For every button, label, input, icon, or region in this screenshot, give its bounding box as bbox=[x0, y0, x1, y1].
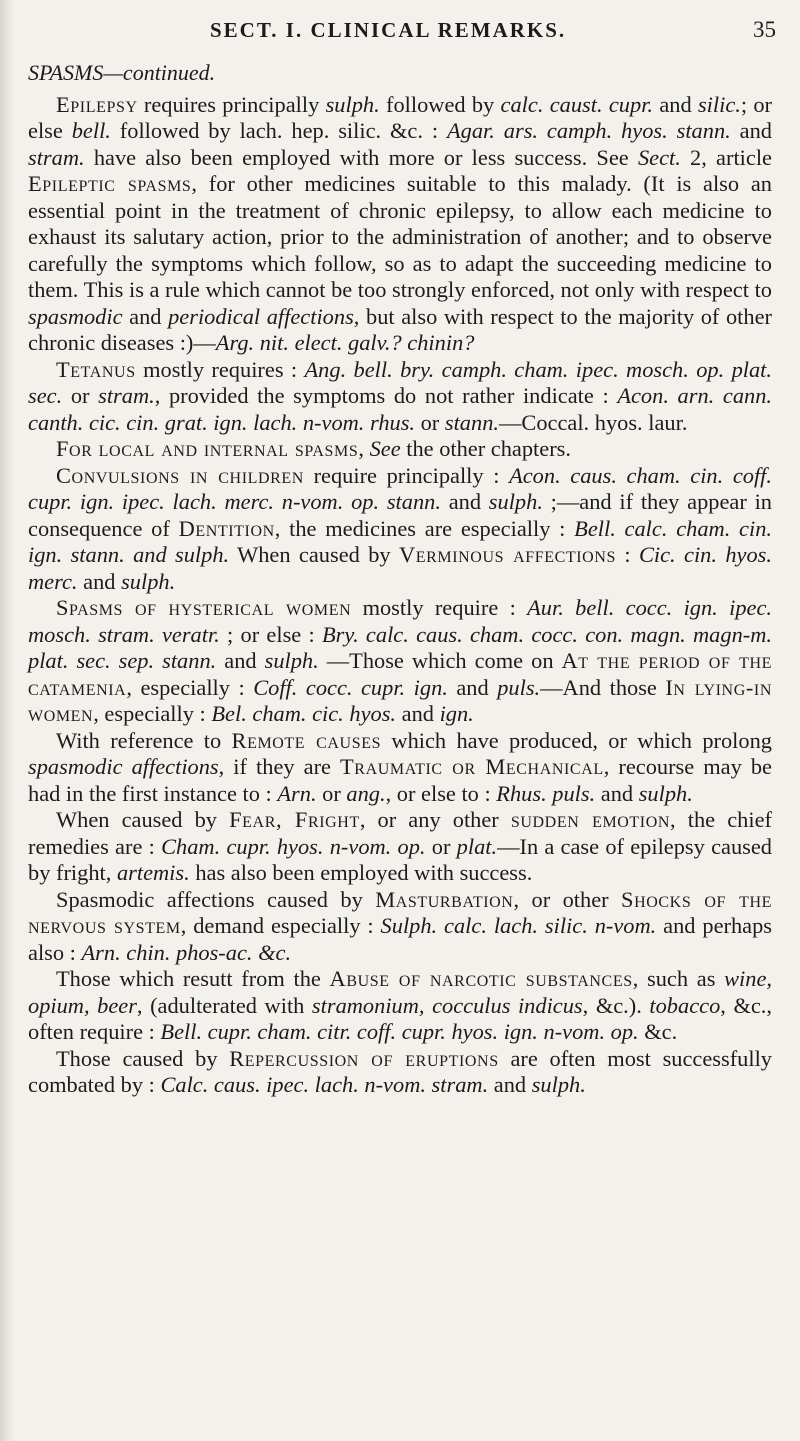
small-caps-term: Masturbation bbox=[375, 886, 514, 912]
remedy-abbrev: Arn. chin. phos-ac. &c. bbox=[81, 939, 292, 965]
text-run: , (adulterated with bbox=[136, 992, 312, 1018]
text-run: , if they are bbox=[218, 754, 341, 779]
text-run: , &c., often require : bbox=[28, 992, 772, 1044]
text-run: require principally : bbox=[303, 462, 510, 488]
text-run: , demand especially : bbox=[180, 913, 381, 938]
remedy-abbrev: Calc. caus. ipec. lach. n-vom. stram. bbox=[160, 1072, 489, 1097]
text-run: and bbox=[595, 780, 639, 806]
remedy-abbrev: See bbox=[369, 436, 401, 461]
small-caps-term: In lying-in women bbox=[28, 674, 772, 726]
text-run: or bbox=[62, 383, 99, 408]
text-run: and bbox=[122, 303, 169, 329]
paragraph-tetanus bbox=[28, 357, 772, 437]
remedy-abbrev: ang. bbox=[346, 780, 386, 806]
remedy-abbrev: Cham. cupr. hyos. n-vom. op. bbox=[161, 833, 426, 859]
remedy-abbrev: sulph. bbox=[531, 1072, 586, 1097]
small-caps-term: Tetanus bbox=[56, 356, 136, 382]
paragraph-epilepsy bbox=[28, 92, 772, 357]
text-run: Those caused by bbox=[56, 1045, 230, 1071]
text-run: which have produced, or which prolong bbox=[381, 727, 772, 753]
page-binding-shadow bbox=[0, 0, 14, 1441]
text-run: , or other bbox=[513, 886, 622, 912]
text-run: —Coccal. hyos. laur. bbox=[499, 409, 688, 435]
text-run: , but also with respect to the majority of other chronic diseases :)— bbox=[28, 303, 772, 355]
text-run: followed by bbox=[379, 91, 501, 117]
remedy-abbrev: spasmodic affections bbox=[28, 754, 219, 779]
text-run: or bbox=[415, 409, 445, 435]
remedy-abbrev: periodical affections bbox=[168, 303, 354, 329]
paragraph-remote-causes bbox=[28, 728, 772, 808]
small-caps-term: Fear, Fright bbox=[229, 807, 360, 832]
text-run: , the chief remedies are : bbox=[28, 807, 772, 859]
text-run: , &c.). bbox=[582, 992, 650, 1018]
remedy-abbrev: Bell. cupr. cham. citr. coff. cupr. hyos. ign. n-vom. op. bbox=[160, 1019, 639, 1044]
text-run: , or else to : bbox=[385, 780, 497, 806]
text-run: With reference to bbox=[56, 727, 232, 753]
remedy-abbrev: stram. bbox=[98, 383, 155, 408]
text-run: and bbox=[653, 91, 698, 117]
text-run: —And those bbox=[540, 674, 666, 700]
small-caps-term: Abuse of narcotic substances bbox=[329, 966, 633, 991]
text-run: and perhaps also : bbox=[28, 913, 773, 965]
remedy-abbrev: Acon. arn. cann. canth. cic. cin. grat. ign. lach. n-vom. rhus. bbox=[28, 383, 772, 435]
remedy-abbrev: puls. bbox=[497, 674, 541, 700]
paragraph-convulsions-children bbox=[28, 463, 772, 596]
page-number: 35 bbox=[753, 17, 776, 42]
text-run: and bbox=[488, 1072, 532, 1097]
text-run: When caused by bbox=[56, 807, 230, 832]
paragraph-hysterical-spasms bbox=[28, 595, 772, 728]
page-header bbox=[210, 10, 776, 50]
text-run: Those which resutt from the bbox=[56, 966, 330, 991]
small-caps-term: Epileptic spasms bbox=[28, 171, 192, 196]
text-run: the other chapters. bbox=[400, 436, 571, 461]
paragraph-repercussion bbox=[28, 1046, 772, 1099]
text-run: mostly requires : bbox=[135, 356, 305, 382]
remedy-abbrev: Arn. bbox=[277, 780, 317, 806]
remedy-abbrev: wine, opium, beer bbox=[28, 966, 772, 1018]
text-run: : bbox=[616, 542, 639, 567]
running-head: SECT. I. CLINICAL REMARKS. bbox=[210, 17, 567, 42]
remedy-abbrev: stann. bbox=[444, 409, 499, 435]
paragraph-narcotic-abuse bbox=[28, 966, 772, 1046]
remedy-abbrev: Aur. bell. cocc. ign. ipec. mosch. stram. veratr. bbox=[28, 595, 772, 647]
text-run: , especially : bbox=[126, 674, 254, 700]
small-caps-term: Shocks of the nervous system bbox=[28, 886, 772, 938]
text-run: or bbox=[425, 833, 457, 859]
text-run: , bbox=[358, 436, 370, 461]
remedy-abbrev: bell. bbox=[71, 118, 111, 143]
paragraph-masturbation bbox=[28, 887, 772, 967]
remedy-abbrev: spasmodic bbox=[28, 303, 123, 329]
remedy-abbrev: sulph. bbox=[488, 489, 543, 514]
text-run: , such as bbox=[632, 966, 725, 991]
text-run: , recourse may be had in the first instance to : bbox=[28, 754, 772, 806]
remedy-abbrev: sulph. bbox=[121, 568, 176, 594]
remedy-abbrev: ign. bbox=[439, 701, 474, 726]
text-run: are often most successfully combated by : bbox=[28, 1045, 773, 1097]
remedy-abbrev: artemis. bbox=[116, 860, 190, 885]
remedy-abbrev: sulph. bbox=[325, 91, 380, 117]
small-caps-term: For local and internal spasms bbox=[56, 436, 359, 461]
body-text bbox=[28, 60, 772, 1099]
remedy-abbrev: calc. caust. cupr. bbox=[500, 91, 654, 117]
remedy-abbrev: Agar. ars. camph. hyos. stann. bbox=[446, 118, 731, 143]
paragraph-local-spasms bbox=[28, 436, 772, 463]
remedy-abbrev: stram. bbox=[28, 144, 85, 170]
text-run: When caused by bbox=[229, 542, 399, 567]
small-caps-term: Verminous affections bbox=[398, 542, 616, 567]
remedy-abbrev: Rhus. puls. bbox=[496, 780, 596, 806]
text-run: mostly require : bbox=[351, 595, 528, 620]
remedy-abbrev: Sulph. calc. lach. silic. n-vom. bbox=[380, 913, 657, 938]
small-caps-term: Repercussion of eruptions bbox=[229, 1045, 499, 1071]
section-title: SPASMS—continued. bbox=[28, 60, 216, 85]
text-run: and bbox=[730, 118, 772, 143]
remedy-abbrev: sulph. bbox=[264, 648, 319, 673]
remedy-abbrev: Cic. cin. hyos. merc. bbox=[28, 542, 772, 594]
text-run: and bbox=[447, 674, 498, 700]
remedy-abbrev: tobacco bbox=[649, 992, 721, 1018]
paragraph-fear-fright bbox=[28, 807, 772, 887]
text-run: 2, article bbox=[680, 144, 772, 170]
remedy-abbrev: plat. bbox=[456, 833, 498, 859]
text-run: or bbox=[316, 780, 347, 806]
text-run: and bbox=[396, 701, 440, 726]
text-run: , for other medicines suitable to this malady. (It is also an essential point in the treatment of chronic epilepsy, to allow each medicine to exhaust its salutary action, prior to the administration of another; and to observe carefully the symptoms which follow, so as to adapt the succeeding medicine to them. This is a rule which cannot be too strongly enforced, not only with respect to bbox=[28, 171, 772, 302]
small-caps-term: Remote causes bbox=[231, 727, 382, 753]
small-caps-term: At the period of the catamenia bbox=[28, 648, 772, 700]
remedy-abbrev: Arg. nit. elect. galv.? chinin? bbox=[215, 330, 475, 355]
remedy-abbrev: Bel. cham. cic. hyos. bbox=[211, 701, 397, 726]
text-run: has also been employed with success. bbox=[189, 860, 533, 885]
text-run: , especially : bbox=[93, 701, 212, 726]
remedy-abbrev: Ang. bell. bry. camph. cham. ipec. mosch. op. plat. sec. bbox=[28, 356, 772, 408]
remedy-abbrev: Bry. calc. caus. cham. cocc. con. magn. magn-m. plat. sec. sep. stann. bbox=[28, 621, 772, 673]
remedy-abbrev: Sect. bbox=[637, 144, 681, 170]
text-run: , or any other bbox=[359, 807, 511, 832]
text-run: have also been employed with more or less success. See bbox=[84, 144, 638, 170]
text-run: ;—and if they appear in consequence of bbox=[28, 489, 772, 541]
text-run: and bbox=[216, 648, 265, 673]
remedy-abbrev: Coff. cocc. cupr. ign. bbox=[253, 674, 448, 700]
small-caps-term: Spasms of hysterical women bbox=[56, 595, 352, 620]
small-caps-term: Traumatic or Mechanical bbox=[340, 754, 604, 779]
small-caps-term: Convulsions in children bbox=[56, 462, 304, 488]
text-run: Spasmodic affections caused by bbox=[56, 886, 376, 912]
remedy-abbrev: sulph. bbox=[638, 780, 693, 806]
small-caps-term: Dentition bbox=[178, 515, 275, 541]
remedy-abbrev: Acon. caus. cham. cin. coff. cupr. ign. ipec. lach. merc. n-vom. op. stann. bbox=[28, 462, 772, 514]
text-run: followed by lach. hep. silic. &c. : bbox=[110, 118, 447, 143]
text-run: —Those which come on bbox=[318, 648, 562, 673]
small-caps-term: Epilepsy bbox=[56, 91, 138, 117]
text-run: requires principally bbox=[137, 91, 326, 117]
text-run: , provided the symptoms do not rather indicate : bbox=[154, 383, 618, 408]
small-caps-term: sudden emotion bbox=[510, 807, 671, 832]
text-run: and bbox=[77, 568, 122, 594]
text-run: —In a case of epilepsy caused by fright, bbox=[28, 833, 772, 885]
text-run: &c. bbox=[638, 1019, 678, 1044]
remedy-abbrev: Bell. calc. cham. cin. ign. stann. and sulph. bbox=[28, 515, 773, 567]
text-run: , the medicines are especially : bbox=[274, 515, 575, 541]
text-run: ; or else bbox=[28, 91, 773, 143]
remedy-abbrev: silic. bbox=[697, 91, 741, 117]
text-run: and bbox=[440, 489, 489, 514]
text-run: ; or else : bbox=[219, 621, 322, 647]
remedy-abbrev: stramonium, cocculus indicus bbox=[311, 992, 583, 1018]
